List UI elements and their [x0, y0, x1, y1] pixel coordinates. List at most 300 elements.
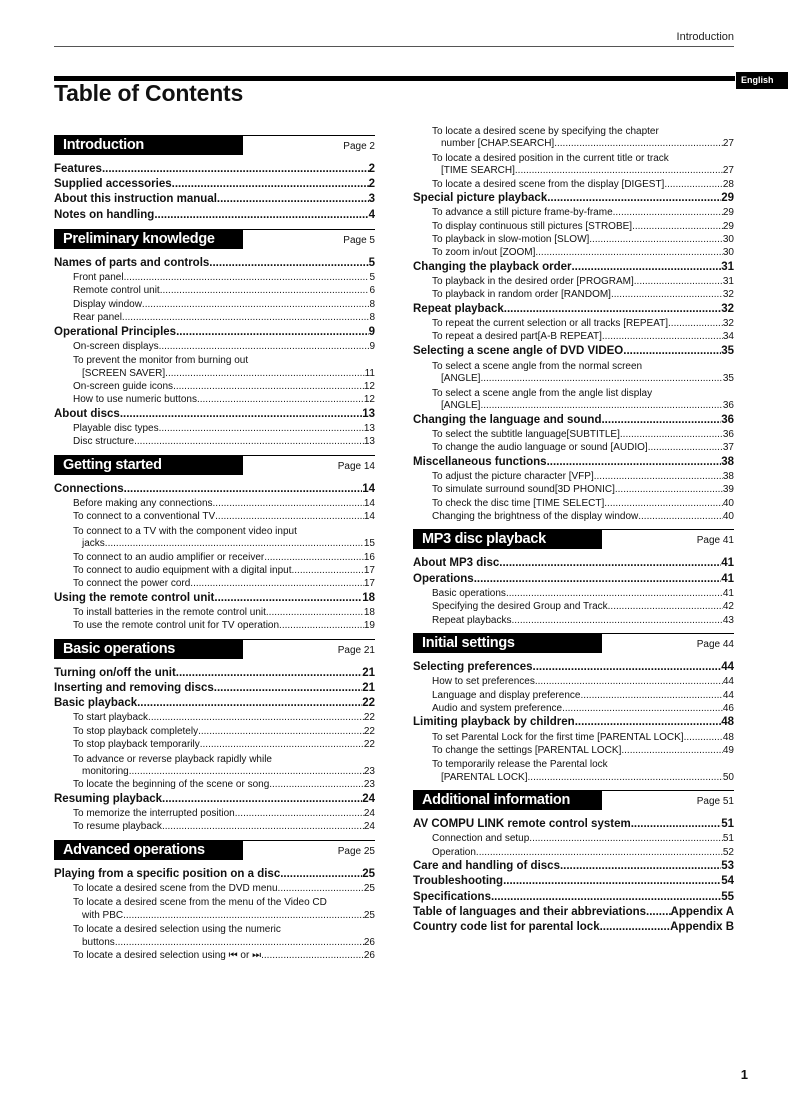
toc-subentry[interactable] [413, 247, 734, 261]
dot-leader [162, 821, 364, 832]
dot-leader [515, 165, 723, 176]
toc-entry-title: To start playback [73, 712, 149, 724]
toc-entry-title: Limiting playback by children [413, 716, 575, 729]
toc-entry-title: To repeat a desired part[A-B REPEAT] [432, 331, 602, 343]
toc-entry-title: Audio and system preference [432, 703, 563, 714]
toc-entry-page: 44 [722, 689, 734, 701]
toc-subentry[interactable] [413, 615, 734, 629]
toc-entry-title: Specifications [413, 890, 491, 903]
section-header [413, 790, 734, 810]
toc-subentry[interactable] [413, 207, 734, 221]
toc-entry-page: 51 [721, 818, 734, 831]
toc-entry-title: About MP3 disc [413, 557, 500, 570]
section-title: Preliminary knowledge [54, 229, 243, 249]
toc-entry-text: To locate a desired position in the current title or track [432, 152, 669, 164]
toc-entry-page: Appendix A [670, 905, 734, 918]
dot-leader [264, 552, 364, 563]
toc-entry-page: 24 [363, 808, 375, 819]
dot-leader [142, 299, 370, 310]
toc-entry-page: 32 [722, 289, 734, 301]
toc-entry[interactable] [54, 868, 375, 882]
toc-entry-page: 17 [363, 565, 375, 576]
toc-entry-title: Connection and setup [432, 833, 530, 845]
toc-subentry[interactable] [413, 745, 734, 759]
toc-subentry[interactable] [54, 950, 375, 964]
toc-entry-title: Repeat playback [413, 302, 504, 315]
toc-entry-page: 31 [721, 260, 734, 273]
language-tab: English [736, 72, 788, 89]
dot-leader [491, 891, 721, 903]
dot-leader [589, 234, 723, 245]
toc-subentry[interactable] [413, 429, 734, 443]
toc-entry-page: 25 [363, 909, 375, 921]
toc-entry[interactable] [413, 414, 734, 428]
toc-entry-page: 9 [368, 325, 375, 338]
toc-subentry[interactable] [54, 552, 375, 566]
toc-entry-page: 41 [721, 572, 734, 585]
toc-entry-title: Specifying the desired Group and Track [432, 601, 608, 613]
toc-entry-title: How to set preferences [432, 676, 535, 688]
toc-subentry[interactable] [413, 833, 734, 847]
toc-entry-title: To use the remote control unit for TV operation [73, 620, 280, 632]
toc-entry[interactable] [413, 906, 734, 920]
toc-entry-title: Basic playback [54, 697, 138, 710]
toc-entry-title: Troubleshooting [413, 875, 504, 888]
toc-entry-text: To locate a desired scene by specifying the chapter [432, 126, 659, 137]
dot-leader [213, 498, 364, 509]
toc-subentry[interactable] [413, 847, 734, 861]
dot-leader [176, 326, 369, 338]
toc-entry-page: 37 [722, 442, 734, 454]
toc-entry-title: How to use numeric buttons [73, 394, 197, 406]
toc-entry-page: 2 [368, 178, 375, 191]
dot-leader [123, 910, 364, 921]
toc-subentry[interactable] [54, 394, 375, 408]
toc-subentry[interactable] [413, 331, 734, 345]
toc-entry-page: 35 [721, 344, 734, 357]
toc-subentry[interactable] [54, 285, 375, 299]
dot-leader [615, 484, 723, 495]
section-title: Basic operations [54, 639, 243, 659]
dot-leader [176, 667, 362, 679]
toc-entry-text: To locate a desired scene from the menu of the Video CD [73, 897, 327, 909]
dot-leader [613, 207, 723, 218]
dot-leader [623, 345, 721, 357]
toc-entry-title: To change the settings [PARENTAL LOCK] [432, 745, 622, 756]
toc-entry-page: 42 [722, 601, 734, 613]
section-title: Advanced operations [54, 840, 243, 860]
toc-entry[interactable] [54, 667, 375, 681]
toc-subentry[interactable] [413, 690, 734, 704]
dot-leader [480, 373, 722, 384]
toc-entry-title: monitoring [82, 766, 129, 777]
toc-subentry[interactable] [413, 772, 734, 786]
toc-entry-title: Changing the language and sound [413, 413, 602, 426]
toc-entry-page: 30 [722, 247, 734, 259]
toc-entry-page: 26 [363, 936, 375, 948]
toc-subentry[interactable] [54, 607, 375, 621]
toc-entry-title: To memorize the interrupted position [73, 808, 235, 819]
toc-entry-page: 44 [722, 676, 734, 688]
dot-leader [200, 739, 364, 750]
section-header [54, 840, 375, 860]
toc-entry-title: Playable disc types [73, 423, 159, 434]
dot-leader [638, 511, 723, 522]
section-page: Page 41 [696, 535, 734, 547]
section-title: Getting started [54, 455, 243, 475]
dot-leader [600, 921, 671, 933]
toc-entry-page: 48 [722, 731, 734, 743]
toc-entry-page: 18 [362, 591, 375, 604]
toc-entry[interactable] [413, 192, 734, 206]
toc-entry-page: 8 [369, 312, 375, 324]
toc-entry[interactable] [54, 178, 375, 192]
dot-leader [266, 607, 364, 618]
toc-subentry[interactable] [54, 299, 375, 313]
toc-entry-page: 21 [362, 682, 375, 694]
dot-leader [160, 285, 370, 296]
toc-entry[interactable] [413, 456, 734, 470]
toc-entry-title: To stop playback completely [73, 725, 199, 737]
toc-entry-page: 38 [721, 455, 734, 468]
toc-entry-title: To install batteries in the remote control unit [73, 607, 266, 618]
toc-subentry[interactable] [54, 766, 375, 780]
toc-subentry[interactable] [54, 779, 375, 793]
dot-leader [122, 312, 370, 323]
toc-subentry[interactable] [54, 423, 375, 437]
section-title: Introduction [54, 135, 243, 155]
toc-entry-page: 11 [364, 367, 375, 379]
toc-entry-title: To set Parental Lock for the first time [PARENTAL LOCK] [432, 731, 684, 743]
toc-subentry[interactable] [413, 138, 734, 152]
toc-entry-page: 22 [363, 739, 375, 751]
dot-leader [621, 745, 723, 756]
toc-entry-title: [ANGLE] [441, 400, 481, 412]
dot-leader [124, 272, 370, 283]
toc-subentry[interactable] [54, 910, 375, 924]
toc-subentry[interactable] [413, 484, 734, 498]
toc-entry[interactable] [413, 860, 734, 874]
dot-leader [535, 676, 723, 687]
toc-entry-page: 39 [722, 484, 734, 496]
dot-leader [684, 732, 723, 743]
toc-subentry[interactable] [54, 341, 375, 355]
toc-subentry[interactable] [54, 808, 375, 822]
page-title: Table of Contents [54, 80, 244, 106]
dot-leader [165, 368, 364, 379]
toc-subentry[interactable] [54, 381, 375, 395]
toc-entry-title: Care and handling of discs [413, 860, 560, 873]
dot-leader [115, 937, 364, 948]
section-title: MP3 disc playback [413, 529, 602, 549]
dot-leader [535, 247, 723, 258]
toc-subentry[interactable] [413, 511, 734, 525]
toc-entry[interactable] [413, 891, 734, 905]
toc-subentry[interactable] [413, 289, 734, 303]
toc-subentry[interactable] [54, 368, 375, 382]
dot-leader [611, 289, 723, 300]
toc-entry-title: Remote control unit [73, 285, 160, 297]
toc-entry-title: jacks [82, 538, 105, 550]
toc-entry-title: To locate the beginning of the scene or song [73, 779, 270, 791]
toc-entry-page: 46 [722, 703, 734, 714]
toc-entry-page: 12 [363, 381, 375, 392]
toc-entry-title: To adjust the picture character [VFP] [432, 470, 594, 482]
dot-leader [562, 703, 723, 714]
dot-leader [601, 414, 721, 426]
dot-leader [554, 138, 723, 149]
toc-entry-title: Changing the playback order [413, 260, 572, 273]
toc-entry[interactable] [413, 303, 734, 317]
dot-leader [261, 950, 364, 961]
toc-entry-page: 32 [721, 302, 734, 315]
toc-entry-title: Table of languages and their abbreviations [413, 905, 647, 918]
toc-entry-title: On-screen guide icons [73, 381, 174, 392]
toc-entry-title: AV COMPU LINK remote control system [413, 818, 631, 831]
toc-entry-page: 29 [722, 220, 734, 232]
toc-entry[interactable] [54, 697, 375, 711]
toc-entry-page: 15 [363, 538, 375, 550]
toc-entry-page: 22 [363, 712, 375, 724]
toc-subentry[interactable] [54, 578, 375, 592]
dot-leader [528, 772, 723, 783]
toc-entry-title: Selecting preferences [413, 661, 533, 673]
dot-leader [235, 808, 364, 819]
toc-entry-page: 41 [721, 557, 734, 570]
toc-entry-title: About discs [54, 407, 120, 420]
toc-entry-title: Special picture playback [413, 192, 548, 204]
toc-subentry[interactable] [54, 620, 375, 634]
toc-entry-title: To select the subtitle language[SUBTITLE] [432, 428, 620, 440]
toc-entry-page: 36 [721, 413, 734, 426]
toc-entry-title: To zoom in/out [ZOOM] [432, 247, 536, 259]
toc-entry-title: Language and display preference [432, 689, 581, 701]
toc-entry-page: 6 [369, 285, 375, 297]
section-page: Page 44 [696, 639, 734, 650]
header-rule [54, 46, 734, 47]
dot-leader [646, 906, 671, 918]
dot-leader [197, 394, 364, 405]
toc-entry[interactable] [54, 592, 375, 606]
section-header [413, 633, 734, 653]
toc-entry-page: 54 [721, 875, 734, 888]
toc-entry-title: To connect the power cord [73, 578, 191, 590]
toc-entry[interactable] [54, 257, 375, 271]
toc-entry-text: To temporarily release the Parental lock [432, 759, 608, 771]
toc-subentry[interactable] [54, 511, 375, 525]
toc-entry-title: Display window [73, 298, 142, 310]
toc-subentry[interactable] [413, 498, 734, 512]
toc-entry-page: 48 [721, 716, 734, 729]
toc-entry-text: To advance or reverse playback rapidly while [73, 753, 272, 765]
toc-subentry[interactable] [413, 732, 734, 746]
toc-entry-page: 25 [362, 867, 375, 880]
toc-entry-text: To locate a desired selection using the numeric [73, 924, 281, 936]
toc-entry[interactable] [54, 793, 375, 807]
toc-entry-page: 13 [362, 407, 375, 420]
section-page: Page 25 [337, 845, 375, 857]
toc-subentry[interactable] [54, 726, 375, 740]
toc-entry[interactable] [54, 408, 375, 422]
toc-entry-title: Features [54, 163, 102, 175]
toc-subentry[interactable] [413, 601, 734, 615]
toc-entry-title: Front panel [73, 272, 124, 283]
toc-subentry[interactable] [413, 471, 734, 485]
toc-entry-title: [PARENTAL LOCK] [441, 771, 528, 783]
toc-entry-page: 8 [369, 298, 375, 310]
dot-leader [159, 341, 370, 352]
dot-leader [608, 601, 723, 612]
dot-leader [580, 690, 722, 701]
toc-entry-title: Disc structure [73, 436, 135, 448]
toc-entry-page: 31 [722, 276, 734, 287]
toc-entry-page: 38 [722, 470, 734, 482]
toc-entry[interactable] [54, 326, 375, 340]
section-header [54, 455, 375, 475]
toc-entry-page: 55 [721, 890, 734, 903]
dot-leader [159, 423, 364, 434]
toc-entry-title: About this instruction manual [54, 193, 217, 206]
toc-entry-title: Playing from a specific position on a disc [54, 867, 281, 880]
toc-entry-page: 53 [721, 860, 734, 873]
toc-entry-page: 5 [369, 272, 375, 283]
toc-subentry[interactable] [413, 442, 734, 456]
toc-entry-title: [TIME SEARCH] [441, 165, 515, 177]
toc-entry-title: Repeat playbacks [432, 614, 512, 626]
toc-entry-page: 25 [363, 883, 375, 894]
dot-leader [547, 192, 721, 204]
dot-leader [668, 318, 723, 329]
toc-subentry[interactable] [413, 588, 734, 602]
dot-leader [214, 592, 362, 604]
dot-leader [137, 697, 362, 709]
toc-entry-page: 23 [363, 766, 375, 777]
dot-leader [278, 883, 364, 894]
section-page: Page 2 [343, 141, 375, 152]
toc-entry-page: 4 [368, 208, 375, 221]
toc-subentry[interactable] [54, 272, 375, 286]
dot-leader [648, 442, 723, 453]
toc-entry[interactable] [54, 193, 375, 207]
toc-entry[interactable] [413, 573, 734, 587]
toc-entry[interactable] [54, 163, 375, 177]
toc-entry-page: 34 [722, 331, 734, 343]
toc-entry[interactable] [413, 557, 734, 571]
toc-subentry[interactable] [413, 234, 734, 248]
dot-leader [269, 779, 364, 790]
toc-entry-title: To display continuous still pictures [STROBE] [432, 220, 633, 232]
toc-subentry[interactable] [413, 165, 734, 179]
dot-leader [215, 511, 364, 522]
dot-leader [504, 303, 721, 315]
toc-subentry[interactable] [413, 221, 734, 235]
toc-entry-title: Turning on/off the unit [54, 666, 176, 679]
toc-subentry[interactable] [413, 276, 734, 290]
toc-entry-page: Appendix B [670, 921, 734, 933]
toc-entry[interactable] [413, 261, 734, 275]
dot-leader [480, 400, 722, 411]
toc-entry-page: 2 [368, 163, 375, 175]
running-header: Introduction [676, 31, 734, 43]
toc-subentry[interactable] [413, 318, 734, 332]
toc-entry-title: Basic operations [432, 587, 506, 599]
section-rule [243, 639, 375, 640]
toc-entry-page: 49 [722, 745, 734, 756]
toc-entry[interactable] [54, 682, 375, 696]
dot-leader [217, 193, 369, 205]
section-rule [243, 840, 375, 841]
toc-subentry[interactable] [54, 498, 375, 512]
toc-subentry[interactable] [54, 739, 375, 753]
toc-subentry[interactable] [413, 400, 734, 414]
toc-subentry[interactable] [54, 937, 375, 951]
dot-leader [291, 565, 363, 576]
dot-leader [664, 179, 723, 190]
toc-subentry[interactable] [54, 712, 375, 726]
dot-leader [499, 557, 721, 569]
toc-subentry[interactable] [54, 821, 375, 835]
dot-leader [134, 436, 364, 447]
dot-leader [529, 833, 723, 844]
section-header [54, 229, 375, 249]
section-rule [243, 135, 375, 136]
toc-entry-title: On-screen displays [73, 340, 159, 352]
toc-subentry[interactable] [413, 373, 734, 387]
dot-leader [190, 578, 364, 589]
toc-entry-text: To select a scene angle from the normal screen [432, 361, 643, 372]
toc-subentry[interactable] [413, 179, 734, 193]
dot-leader [634, 276, 723, 287]
toc-entry-title: To locate a desired selection using ⏮ or ⏭ [73, 950, 262, 961]
section-page: Page 14 [337, 460, 375, 472]
toc-entry-title: Operation [432, 846, 476, 858]
toc-entry[interactable] [413, 345, 734, 359]
toc-entry-page: 30 [722, 234, 734, 245]
toc-entry[interactable] [413, 921, 734, 935]
section-title: Initial settings [413, 633, 602, 653]
toc-entry-title: To playback in the desired order [PROGRAM] [432, 276, 634, 287]
toc-entry-page: 5 [368, 256, 375, 269]
toc-entry[interactable] [54, 483, 375, 497]
toc-entry-page: 35 [722, 373, 734, 385]
toc-subentry[interactable] [413, 676, 734, 690]
toc-entry[interactable] [413, 716, 734, 730]
toc-entry-title: Changing the brightness of the display window [432, 511, 639, 522]
toc-entry-title: Connections [54, 482, 124, 495]
toc-entry-title: To connect to audio equipment with a digital input [73, 565, 292, 576]
toc-entry-page: 23 [363, 779, 375, 791]
toc-entry[interactable] [413, 818, 734, 832]
section-rule [243, 229, 375, 230]
toc-entry[interactable] [413, 875, 734, 889]
toc-entry-page: 36 [722, 428, 734, 440]
toc-subentry[interactable] [54, 883, 375, 897]
toc-entry-title: Operational Principles [54, 325, 177, 338]
toc-entry-page: 14 [363, 511, 375, 523]
toc-entry-page: 43 [722, 614, 734, 626]
dot-leader [124, 483, 363, 495]
toc-entry[interactable] [54, 209, 375, 223]
toc-subentry[interactable] [54, 565, 375, 579]
section-rule [602, 790, 734, 791]
toc-subentry[interactable] [54, 538, 375, 552]
section-rule [243, 455, 375, 456]
toc-subentry[interactable] [54, 436, 375, 450]
toc-subentry[interactable] [54, 312, 375, 326]
toc-entry[interactable] [413, 661, 734, 675]
toc-subentry[interactable] [413, 703, 734, 717]
dot-leader [560, 860, 721, 872]
